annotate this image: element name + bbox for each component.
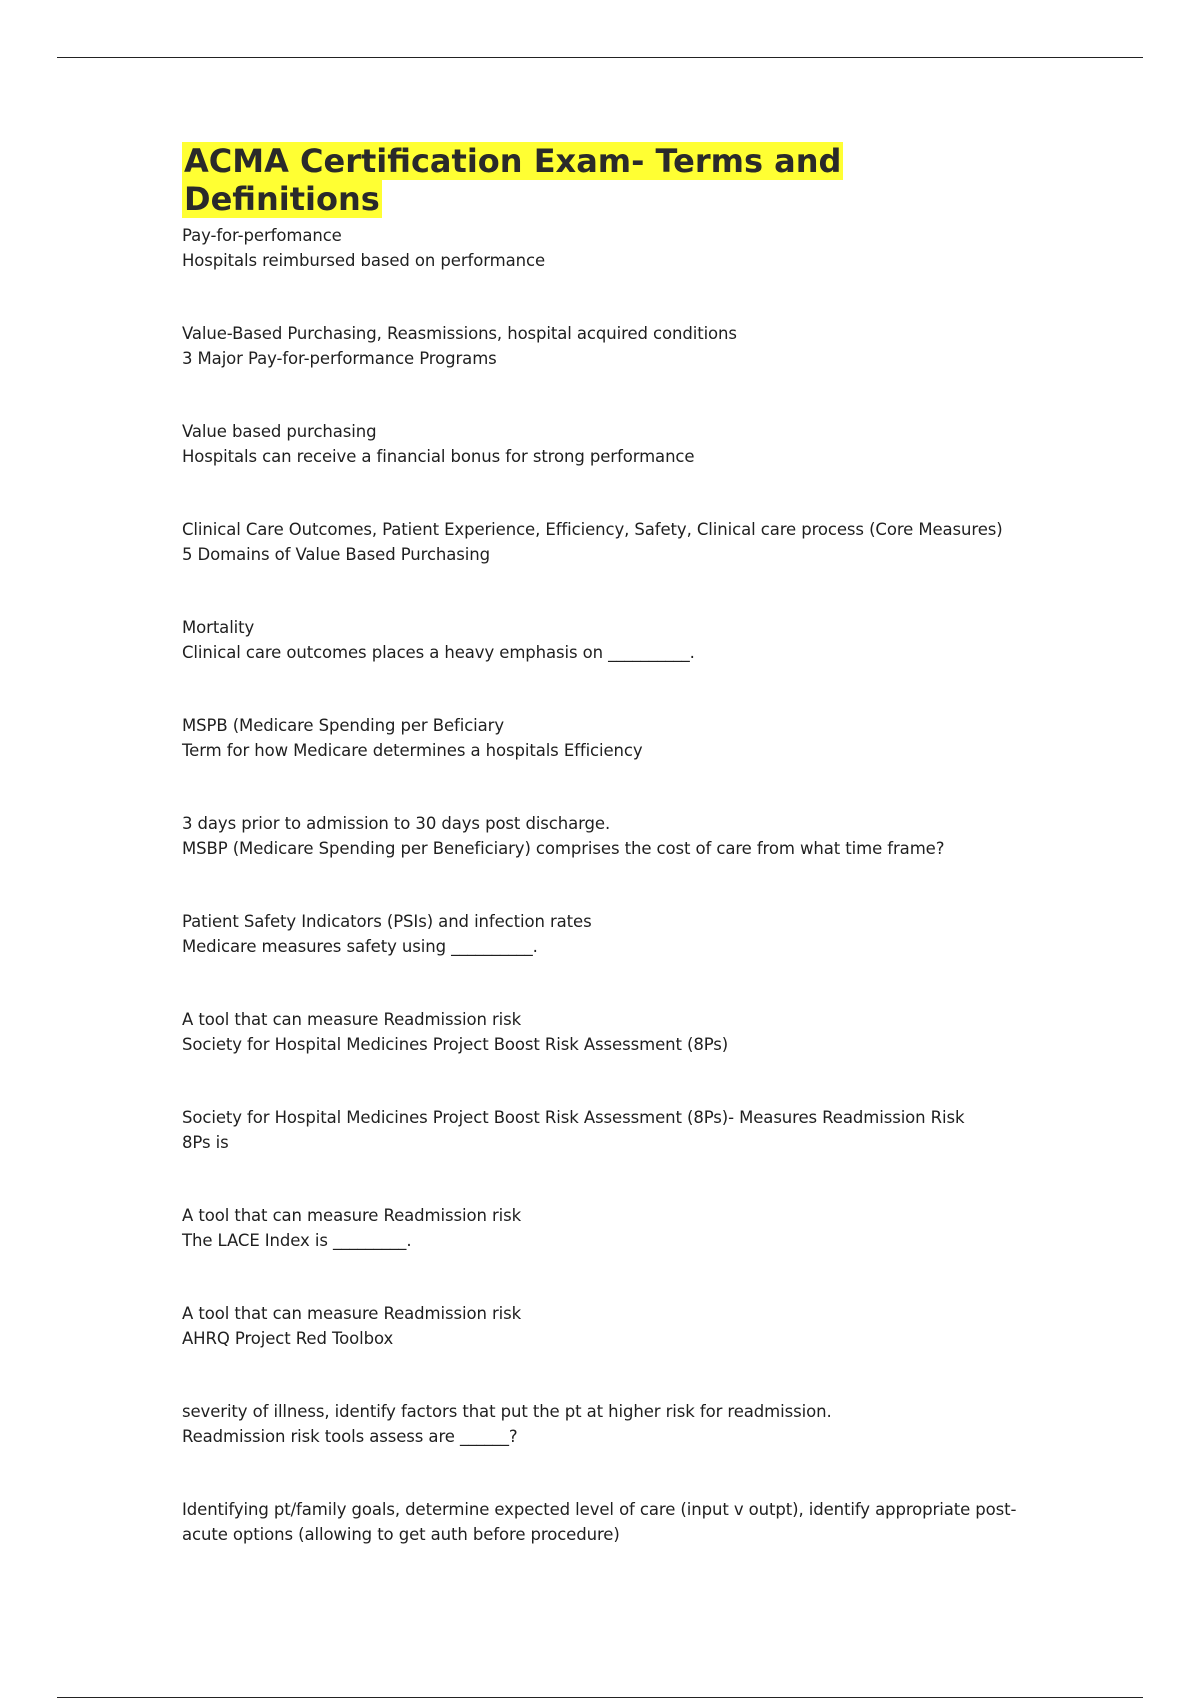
term-entry: [182, 1007, 1082, 1057]
entry-definition: Clinical care outcomes places a heavy emphasis on __________.: [182, 643, 695, 662]
entry-term: Society for Hospital Medicines Project Boost Risk Assessment (8Ps)- Measures Readmission Risk: [182, 1108, 965, 1127]
term-entry: [182, 1203, 1082, 1253]
term-entry: [182, 223, 1082, 273]
footer-rule: [57, 1697, 1143, 1698]
document-title: [182, 142, 1082, 218]
entry-definition: AHRQ Project Red Toolbox: [182, 1329, 394, 1348]
term-entry: [182, 419, 1082, 469]
entry-term: Patient Safety Indicators (PSIs) and infection rates: [182, 912, 592, 931]
entry-definition: 5 Domains of Value Based Purchasing: [182, 545, 491, 564]
term-entry: [182, 1399, 1082, 1449]
entry-definition: acute options (allowing to get auth before procedure): [182, 1525, 620, 1544]
term-entry: [182, 909, 1082, 959]
entry-term: MSPB (Medicare Spending per Beficiary: [182, 716, 505, 735]
term-entry: [182, 517, 1082, 567]
entry-term: 3 days prior to admission to 30 days post discharge.: [182, 814, 611, 833]
term-entry: [182, 1497, 1082, 1547]
entry-definition: 3 Major Pay-for-performance Programs: [182, 349, 497, 368]
document-body: [182, 142, 1082, 1547]
entry-definition: MSBP (Medicare Spending per Beneficiary) comprises the cost of care from what time frame?: [182, 839, 945, 858]
title-line-1: ACMA Certification Exam- Terms and: [184, 142, 842, 180]
entry-term: Identifying pt/family goals, determine expected level of care (input v outpt), identify appropriate post-: [182, 1500, 1017, 1519]
header-rule: [57, 57, 1143, 58]
term-entry: [182, 1301, 1082, 1351]
entry-definition: Hospitals can receive a financial bonus for strong performance: [182, 447, 695, 466]
title-line-2: Definitions: [184, 180, 380, 218]
entry-definition: Term for how Medicare determines a hospitals Efficiency: [182, 741, 643, 760]
entry-definition: Society for Hospital Medicines Project Boost Risk Assessment (8Ps): [182, 1035, 729, 1054]
entry-term: severity of illness, identify factors that put the pt at higher risk for readmission.: [182, 1402, 832, 1421]
entry-term: A tool that can measure Readmission risk: [182, 1206, 522, 1225]
entry-definition: 8Ps is: [182, 1133, 229, 1152]
entry-term: Value based purchasing: [182, 422, 377, 441]
entry-term: Pay-for-perfomance: [182, 226, 342, 245]
term-entry: [182, 615, 1082, 665]
term-entry: [182, 321, 1082, 371]
term-entry: [182, 713, 1082, 763]
entry-term: Clinical Care Outcomes, Patient Experience, Efficiency, Safety, Clinical care process (Core Measures): [182, 520, 1003, 539]
entry-definition: Readmission risk tools assess are ______?: [182, 1427, 518, 1446]
entry-term: Value-Based Purchasing, Reasmissions, hospital acquired conditions: [182, 324, 737, 343]
term-entry: [182, 1105, 1082, 1155]
term-entry: [182, 811, 1082, 861]
entry-term: A tool that can measure Readmission risk: [182, 1010, 522, 1029]
entry-definition: Medicare measures safety using __________.: [182, 937, 538, 956]
entry-definition: Hospitals reimbursed based on performance: [182, 251, 545, 270]
entry-definition: The LACE Index is _________.: [182, 1231, 412, 1250]
term-list: [182, 223, 1082, 1547]
entry-term: Mortality: [182, 618, 255, 637]
entry-term: A tool that can measure Readmission risk: [182, 1304, 522, 1323]
